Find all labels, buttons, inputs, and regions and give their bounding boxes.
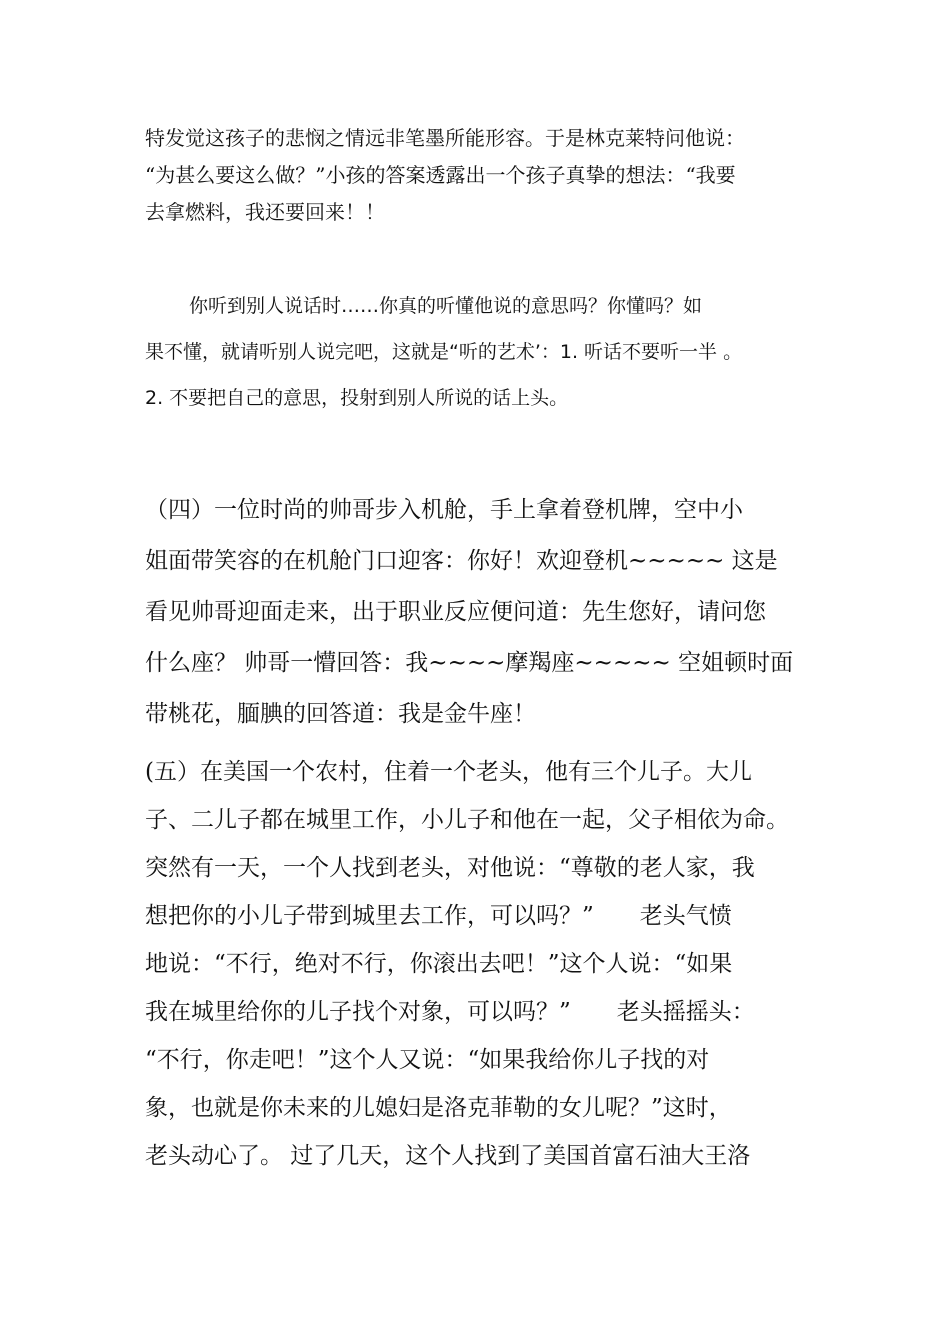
- text-line: 果不懂，就请听别人说完吧，这就是“听的艺术’：1. 听话不要听一半 。: [145, 341, 743, 363]
- text-line: 特发觉这孩子的悲悯之情远非笔墨所能形容。于是林克莱特问他说：: [145, 126, 745, 150]
- text-line: 子、二儿子都在城里工作，小儿子和他在一起，父子相依为命。: [145, 807, 789, 833]
- text-line: (五）在美国一个农村，住着一个老头，他有三个儿子。大儿: [145, 759, 752, 785]
- text-line: 象，也就是你未来的儿媳妇是洛克菲勒的女儿呢？”这时，: [145, 1095, 732, 1121]
- text-line: 你听到别人说话时……你真的听懂他说的意思吗？你懂吗？如: [189, 295, 703, 317]
- paragraph-section-five: [145, 748, 815, 1180]
- text-line: 突然有一天，一个人找到老头，对他说：“尊敬的老人家，我: [145, 855, 755, 881]
- text-line: （四）一位时尚的帅哥步入机舱，手上拿着登机牌，空中小: [145, 497, 743, 523]
- text-line: 带桃花，腼腆的回答道：我是金牛座！: [145, 701, 536, 727]
- text-line: “不行，你走吧！”这个人又说：“如果我给你儿子找的对: [145, 1047, 710, 1073]
- text-line: 我在城里给你的儿子找个对象，可以吗？” 老头摇摇头：: [145, 999, 755, 1025]
- text-line: 看见帅哥迎面走来，出于职业反应便问道：先生您好，请问您: [145, 599, 766, 625]
- text-line: 姐面带笑容的在机舱门口迎客：你好！欢迎登机~~~~~ 这是: [145, 548, 778, 574]
- text-line: 2. 不要把自己的意思，投射到别人所说的话上头。: [145, 387, 569, 409]
- paragraph-story-end: [145, 120, 815, 231]
- text-line: “为甚么要这么做？”小孩的答案透露出一个孩子真挚的想法：“我要: [145, 163, 736, 187]
- text-line: 想把你的小儿子带到城里去工作，可以吗？” 老头气愤: [145, 903, 732, 929]
- text-line: 什么座？ 帅哥一懵回答：我~~~~摩羯座~~~~~ 空姐顿时面: [145, 650, 794, 676]
- text-line: 地说：“不行，绝对不行，你滚出去吧！”这个人说：“如果: [145, 951, 733, 977]
- text-line: 去拿燃料，我还要回来！！: [145, 200, 385, 224]
- paragraph-section-four: [145, 485, 815, 740]
- text-line: 老头动心了。 过了几天，这个人找到了美国首富石油大王洛: [145, 1143, 751, 1169]
- paragraph-listening-art: [145, 283, 815, 421]
